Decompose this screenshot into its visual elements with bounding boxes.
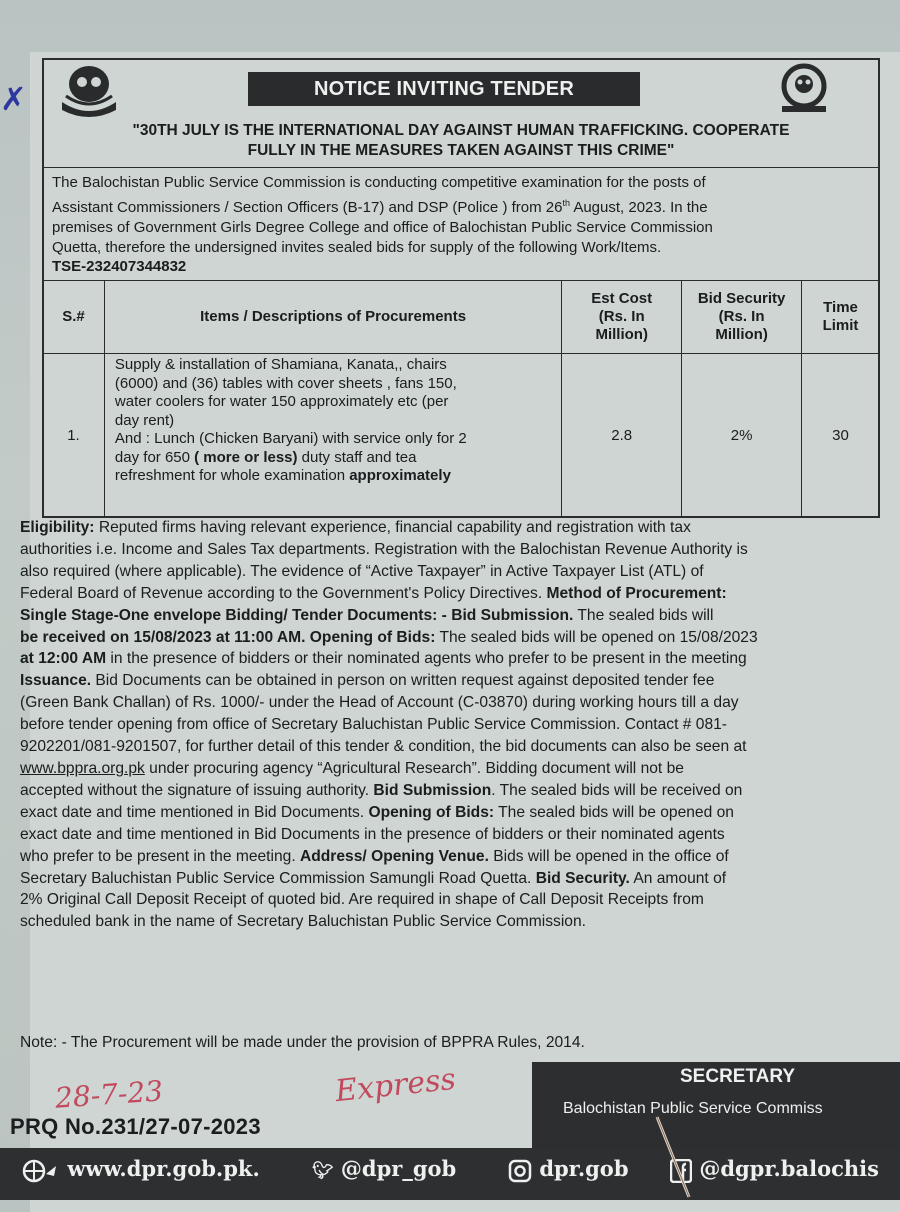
text: The sealed bids will be opened on xyxy=(494,803,734,821)
cell-sno: 1. xyxy=(43,354,105,518)
pin-needle-icon xyxy=(655,1115,693,1200)
opening-time: at 12:00 AM xyxy=(20,650,107,668)
footer-twitter[interactable] xyxy=(312,1156,456,1181)
desc-line: day rent) xyxy=(114,411,175,429)
body-line xyxy=(20,780,900,802)
desc-line: (6000) and (36) tables with cover sheets , fans 150, xyxy=(114,374,457,392)
header-text: Bid Security xyxy=(697,290,786,307)
text: An amount of xyxy=(629,869,727,887)
header-text: Limit xyxy=(822,317,859,334)
body-line: exact date and time mentioned in Bid Documents in the presence of bidders or their nominated agents xyxy=(20,825,725,843)
instagram-icon xyxy=(508,1159,532,1183)
issuance-label: Issuance. xyxy=(20,672,92,690)
body-line: authorities i.e. Income and Sales Tax departments. Registration with the Balochistan Revenue Authority is xyxy=(20,540,748,558)
text: under procuring agency “Agricultural Research”. Bidding document will not be xyxy=(144,759,684,777)
twitter-handle: @dpr_gob xyxy=(340,1156,457,1181)
text: The sealed bids will xyxy=(573,606,714,624)
desc-line: day for 650 ( more or less) duty staff and tea xyxy=(114,448,417,466)
cell-est-cost: 2.8 xyxy=(562,354,682,518)
bpsc-emblem-right-icon xyxy=(776,62,832,114)
body-line: 2% Original Call Deposit Receipt of quoted bid. Are required in shape of Call Deposit Receipts from xyxy=(20,891,704,909)
text: who prefer to be present in the meeting. xyxy=(20,847,300,865)
table-row xyxy=(43,354,880,518)
twitter-icon: 🐦︎ xyxy=(312,1161,334,1181)
quote-line-1: "30TH JULY IS THE INTERNATIONAL DAY AGAINST HUMAN TRAFFICKING. COOPERATE xyxy=(132,122,790,139)
body-line xyxy=(20,605,900,627)
body-line xyxy=(20,517,900,539)
cell-description xyxy=(104,354,561,518)
table-header-row xyxy=(43,281,880,354)
footer-bar xyxy=(0,1148,900,1200)
secretary-title: SECRETARY xyxy=(680,1066,796,1087)
notice-title: NOTICE INVITING TENDER xyxy=(248,72,640,106)
instagram-handle: dpr.gob xyxy=(539,1156,629,1181)
footer-website[interactable] xyxy=(20,1156,260,1184)
bpsc-emblem-left-icon xyxy=(58,62,120,118)
procurement-note: Note: - The Procurement will be made under the provision of BPPRA Rules, 2014. xyxy=(20,1034,585,1051)
globe-icon xyxy=(20,1158,60,1184)
handwritten-note: Express xyxy=(333,1061,458,1110)
text: The sealed bids will be opened on 15/08/2023 xyxy=(435,628,758,646)
footer-instagram[interactable] xyxy=(508,1156,629,1183)
procurement-table xyxy=(42,280,880,518)
header-text: (Rs. In xyxy=(718,308,765,325)
desc-line: Supply & installation of Shamiana, Kanata,, chairs xyxy=(114,356,447,373)
text: exact date and time mentioned in Bid Documents. xyxy=(20,803,369,821)
text: in the presence of bidders or their nominated agents who prefer to be present in the meeting xyxy=(106,650,747,668)
desc-line: water coolers for water 150 approximately etc (per xyxy=(114,393,449,410)
text: Reputed firms having relevant experience, financial capability and registration with tax xyxy=(94,519,691,536)
col-header-time-limit xyxy=(802,281,880,354)
body-line xyxy=(20,868,900,890)
body-line: before tender opening from office of Secretary Baluchistan Public Service Commission. Contact # 081- xyxy=(20,716,727,734)
cell-bid-security: 2% xyxy=(682,354,802,518)
col-header-items: Items / Descriptions of Procurements xyxy=(104,281,561,354)
procurement-method-label: Method of Procurement: xyxy=(546,584,727,602)
text: Federal Board of Revenue according to the Government's Policy Directives. xyxy=(20,584,547,602)
quote-line-2: FULLY IN THE MEASURES TAKEN AGAINST THIS CRIME" xyxy=(247,142,675,159)
body-line xyxy=(20,583,900,605)
tse-number: TSE-232407344832 xyxy=(52,258,187,275)
bppra-link[interactable]: www.bppra.org.pk xyxy=(20,759,145,777)
bid-date-label: be received on 15/08/2023 at 11:00 AM. Opening of Bids: xyxy=(20,628,436,646)
secretary-office: Balochistan Public Service Commiss xyxy=(563,1100,823,1117)
prq-number: PRQ No.231/27-07-2023 xyxy=(10,1114,261,1139)
bidding-label: Single Stage-One envelope Bidding/ Tender Documents: - Bid Submission. xyxy=(20,606,574,624)
header-text: Est Cost xyxy=(591,290,653,307)
body-line xyxy=(20,758,900,780)
website-text: www.dpr.gob.pk. xyxy=(67,1156,260,1181)
opening-of-bids-label: Opening of Bids: xyxy=(368,803,495,821)
body-line: 9202201/081-9201507, for further detail of this tender & condition, the bid documents can also be seen at xyxy=(20,738,747,756)
body-line xyxy=(20,627,900,649)
intro-line: The Balochistan Public Service Commission is conducting competitive examination for the posts of xyxy=(52,174,706,191)
text: Bid Documents can be obtained in person on written request against deposited tender fee xyxy=(91,672,715,690)
divider xyxy=(42,167,880,168)
body-line xyxy=(20,648,900,670)
header-text: Million) xyxy=(715,326,768,343)
text: . The sealed bids will be received on xyxy=(491,781,743,799)
col-header-est-cost xyxy=(562,281,682,354)
bid-submission-label: Bid Submission xyxy=(373,781,492,799)
handwritten-date: 28-7-23 xyxy=(53,1074,165,1115)
header-text: Time xyxy=(823,299,858,316)
footer-facebook[interactable] xyxy=(670,1156,879,1183)
header-text: Million) xyxy=(595,326,648,343)
desc-line: refreshment for whole examination approximately xyxy=(114,467,451,484)
cell-time-limit: 30 xyxy=(802,354,880,518)
body-line: also required (where applicable). The evidence of “Active Taxpayer” in Active Taxpayer List (ATL) of xyxy=(20,562,704,580)
body-line xyxy=(20,670,900,692)
venue-label: Address/ Opening Venue. xyxy=(300,847,489,865)
intro-paragraph xyxy=(52,173,878,258)
col-header-sno: S.# xyxy=(43,281,105,354)
tender-conditions xyxy=(20,517,900,933)
intro-line: premises of Government Girls Degree College and office of Balochistan Public Service Commission xyxy=(52,219,713,236)
bid-security-label: Bid Security. xyxy=(535,869,630,887)
eligibility-label: Eligibility: xyxy=(20,519,95,536)
intro-line: Assistant Commissioners / Section Officers (B-17) and DSP (Police ) from 26th August, 2023. In the xyxy=(52,198,708,216)
text: Secretary Baluchistan Public Service Commission Samungli Road Quetta. xyxy=(20,869,536,887)
col-header-bid-security xyxy=(682,281,802,354)
pen-mark-icon: ✗ xyxy=(0,81,27,117)
facebook-handle: @dgpr.balochis xyxy=(699,1156,879,1181)
text: accepted without the signature of issuing authority. xyxy=(20,781,374,799)
awareness-quote xyxy=(44,121,878,161)
body-line xyxy=(20,846,900,868)
header-text: (Rs. In xyxy=(598,308,645,325)
body-line: scheduled bank in the name of Secretary Baluchistan Public Service Commission. xyxy=(20,913,586,931)
body-line: (Green Bank Challan) of Rs. 1000/- under the Head of Account (C-03870) during working hours till a day xyxy=(20,694,739,712)
intro-line: Quetta, therefore the undersigned invites sealed bids for supply of the following Work/Items. xyxy=(52,239,662,256)
desc-line: And : Lunch (Chicken Baryani) with service only for 2 xyxy=(114,430,467,447)
text: Bids will be opened in the office of xyxy=(488,847,729,865)
body-line xyxy=(20,802,900,824)
